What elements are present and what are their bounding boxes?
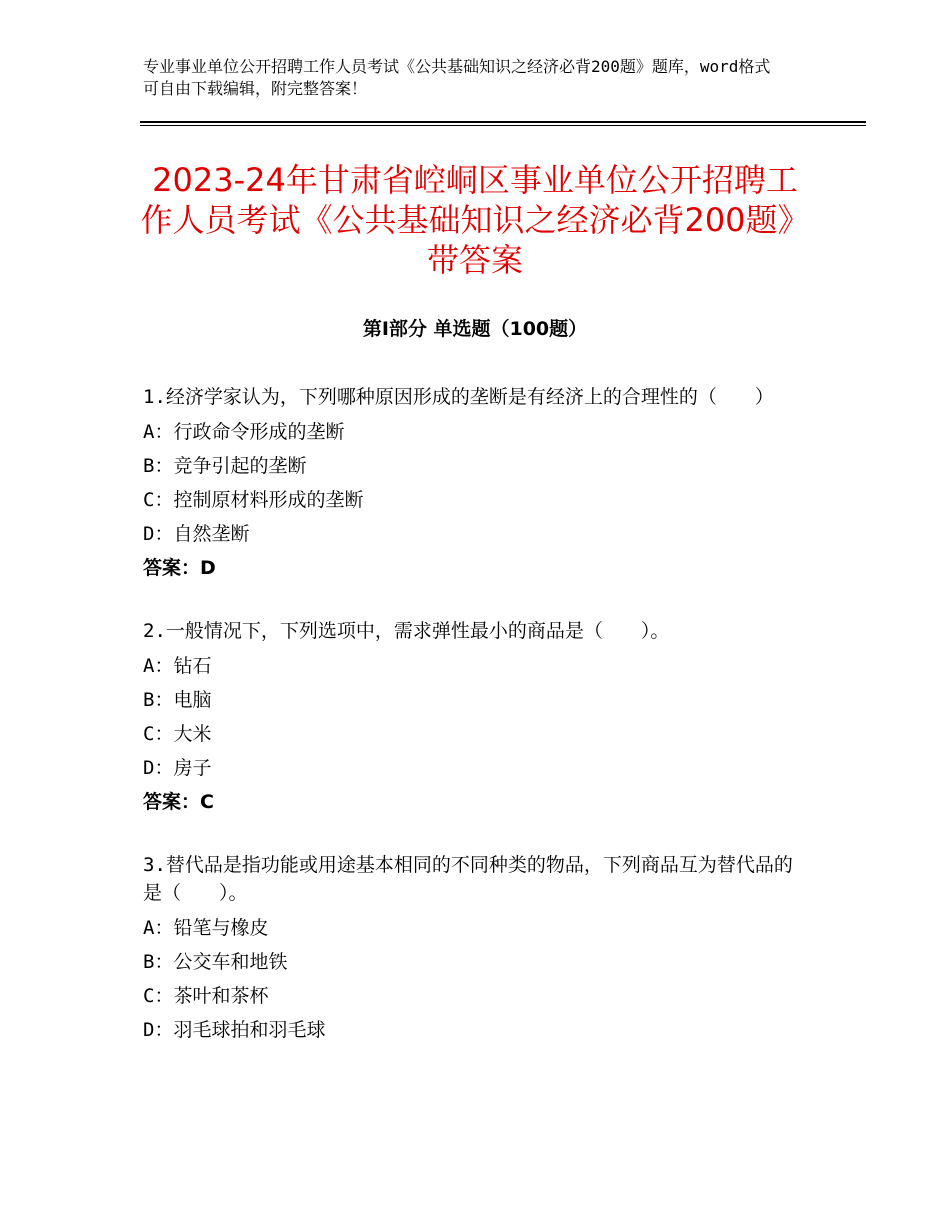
question-3	[143, 851, 803, 1047]
option-a: A：钻石	[143, 655, 212, 677]
header-rule-thick	[140, 121, 866, 123]
header-note: 专业事业单位公开招聘工作人员考试《公共基础知识之经济必背200题》题库，word格式可自由下载编辑，附完整答案！	[143, 57, 771, 98]
answer: 答案：D	[143, 557, 216, 579]
option-c: C：大米	[143, 723, 212, 745]
question-stem: 1.经济学家认为，下列哪种原因形成的垄断是有经济上的合理性的（ ）	[143, 386, 774, 408]
header-rule-thin	[140, 125, 866, 126]
answer: 答案：C	[143, 791, 214, 813]
question-list	[143, 383, 803, 1079]
document-title: 2023-24年甘肃省崆峒区事业单位公开招聘工作人员考试《公共基础知识之经济必背200题》带答案	[140, 161, 810, 279]
option-b: B：电脑	[143, 689, 212, 711]
option-a: A：铅笔与橡皮	[143, 917, 269, 939]
option-b: B：公交车和地铁	[143, 951, 288, 973]
option-a: A：行政命令形成的垄断	[143, 421, 345, 443]
option-b: B：竞争引起的垄断	[143, 455, 307, 477]
section-title: 第Ⅰ部分 单选题（100题）	[362, 318, 588, 340]
option-d: D：房子	[143, 757, 212, 779]
question-2	[143, 617, 803, 819]
question-stem: 2.一般情况下，下列选项中，需求弹性最小的商品是（ ）。	[143, 620, 670, 642]
option-c: C：控制原材料形成的垄断	[143, 489, 364, 511]
option-d: D：羽毛球拍和羽毛球	[143, 1019, 326, 1041]
question-1	[143, 383, 803, 585]
question-stem: 3.替代品是指功能或用途基本相同的不同种类的物品，下列商品互为替代品的是（ ）。	[143, 854, 793, 904]
option-c: C：茶叶和茶杯	[143, 985, 269, 1007]
option-d: D：自然垄断	[143, 523, 250, 545]
